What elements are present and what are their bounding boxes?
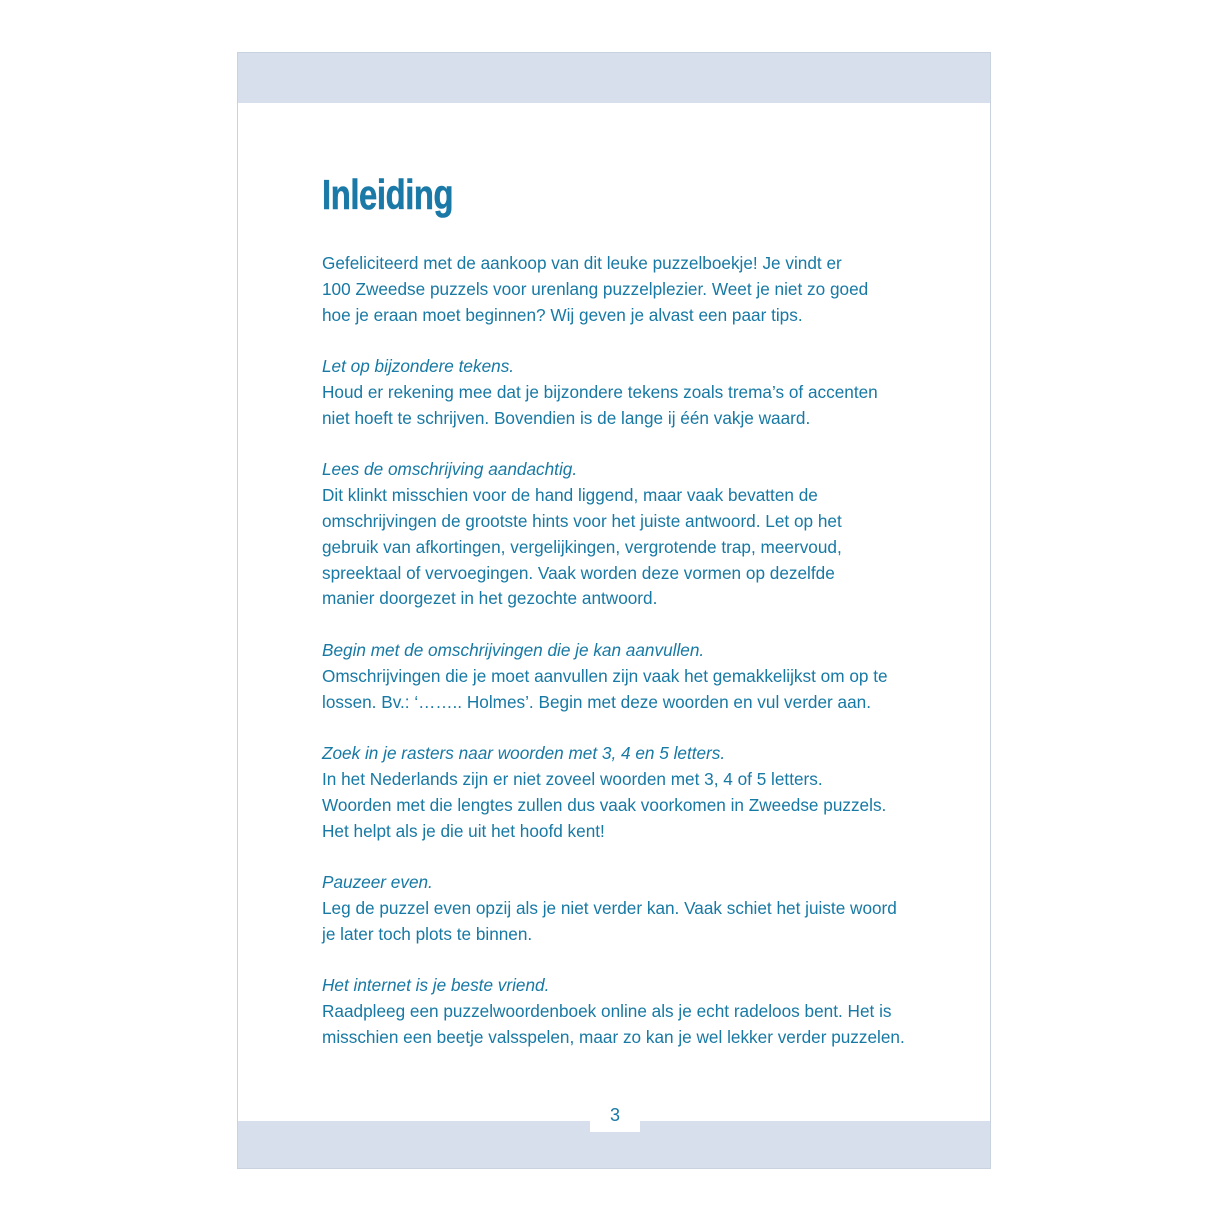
tip-body: Raadpleeg een puzzelwoordenboek online als je echt radeloos bent. Het is misschien een beetje valsspelen, maar zo kan je wel lekker verder puzzelen. bbox=[322, 1001, 905, 1047]
tip-section bbox=[322, 638, 942, 715]
page-number: 3 bbox=[590, 1098, 640, 1132]
tip-heading: Pauzeer even. bbox=[322, 872, 433, 893]
tip-section bbox=[322, 870, 942, 947]
tip-section bbox=[322, 354, 942, 431]
tip-section bbox=[322, 457, 942, 612]
header-band bbox=[238, 53, 990, 103]
tip-body: Leg de puzzel even opzij als je niet verder kan. Vaak schiet het juiste woord je later toch plots te binnen. bbox=[322, 897, 897, 944]
intro-paragraph: Gefeliciteerd met de aankoop van dit leuke puzzelboekje! Je vindt er 100 Zweedse puzzels voor urenlang puzzelplezier. Weet je niet zo goed hoe je eraan moet beginnen? Wij geven je alvast een paar tips. bbox=[322, 253, 869, 325]
tip-heading: Let op bijzondere tekens. bbox=[322, 356, 515, 377]
tip-body: Omschrijvingen die je moet aanvullen zijn vaak het gemakkelijkst om op te lossen. Bv.: ‘…….. Holmes’. Begin met deze woorden en vul verder aan. bbox=[322, 665, 888, 712]
page-title: Inleiding bbox=[322, 171, 454, 218]
tip-heading: Lees de omschrijving aandachtig. bbox=[322, 459, 578, 480]
tip-body: Dit klinkt misschien voor de hand liggend, maar vaak bevatten de omschrijvingen de grootste hints voor het juiste antwoord. Let op het gebruik van afkortingen, vergelijkingen, vergrotende trap, meervoud, spreektaal of vervoegingen. Vaak worden deze vormen op dezelfde manier doorgezet in het gezochte antwoord. bbox=[322, 485, 842, 609]
page-content bbox=[322, 169, 942, 1077]
tip-heading: Het internet is je beste vriend. bbox=[322, 975, 550, 996]
tip-heading: Zoek in je rasters naar woorden met 3, 4 en 5 letters. bbox=[322, 743, 726, 764]
tip-section bbox=[322, 973, 942, 1050]
tip-body: In het Nederlands zijn er niet zoveel woorden met 3, 4 of 5 letters. Woorden met die lengtes zullen dus vaak voorkomen in Zweedse puzzels. Het helpt als je die uit het hoofd kent! bbox=[322, 768, 887, 841]
tip-heading: Begin met de omschrijvingen die je kan aanvullen. bbox=[322, 639, 705, 660]
tip-body: Houd er rekening mee dat je bijzondere tekens zoals trema’s of accenten niet hoeft te schrijven. Bovendien is de lange ij één vakje waard. bbox=[322, 381, 878, 428]
book-page bbox=[237, 52, 991, 1169]
tip-section bbox=[322, 741, 942, 844]
